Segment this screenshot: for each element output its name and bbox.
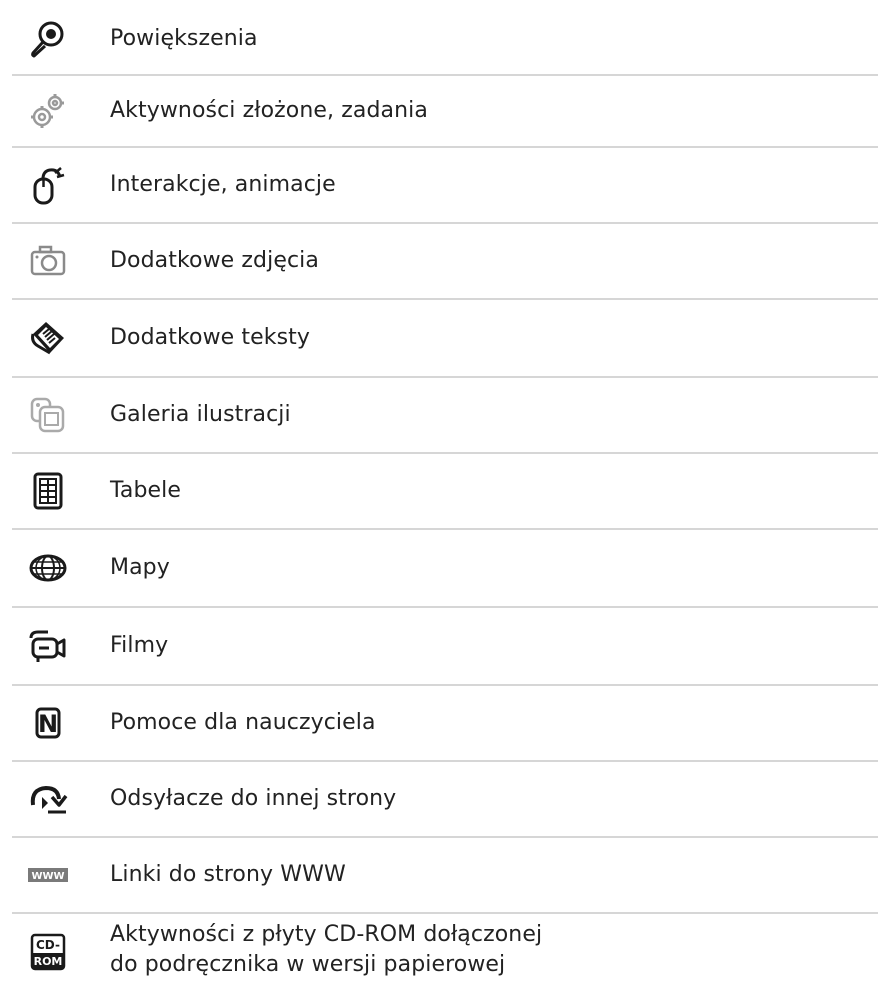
legend-row-zoom xyxy=(12,4,878,76)
legend-row-crossref xyxy=(12,762,878,838)
legend-label-cdrom-line2: do podręcznika w wersji papierowej xyxy=(110,952,506,977)
camera-icon xyxy=(12,239,92,283)
legend-label-tables: Tabele xyxy=(110,478,182,503)
legend-row-cdrom xyxy=(12,920,878,999)
legend-row-photos xyxy=(12,224,878,300)
legend-row-activities xyxy=(12,76,878,148)
video-camera-icon xyxy=(12,624,92,668)
legend-label-maps: Mapy xyxy=(110,555,170,580)
legend-label-activities: Aktywności złożone, zadania xyxy=(110,98,428,123)
legend-row-www xyxy=(12,838,878,914)
legend-row-maps xyxy=(12,530,878,608)
table-icon xyxy=(12,469,92,513)
legend-label-cdrom-line1: Aktywności z płyty CD-ROM dołączonej xyxy=(110,922,543,947)
legend-row-tables xyxy=(12,454,878,530)
cd-rom-icon xyxy=(12,920,92,984)
legend-label-zoom: Powiększenia xyxy=(110,26,258,51)
legend-row-teacher xyxy=(12,686,878,762)
text-pages-icon xyxy=(12,316,92,360)
legend-row-films xyxy=(12,608,878,686)
teacher-n-icon xyxy=(12,701,92,745)
legend-label-texts: Dodatkowe teksty xyxy=(110,325,311,350)
magnifier-icon xyxy=(12,17,92,61)
legend-label-photos: Dodatkowe zdjęcia xyxy=(110,248,319,273)
legend-row-interactions xyxy=(12,148,878,224)
svg-text:CD-: CD- xyxy=(36,938,60,952)
svg-text:ROM: ROM xyxy=(33,955,63,968)
gallery-icon xyxy=(12,393,92,437)
globe-map-icon xyxy=(12,546,92,590)
svg-text:WWW: WWW xyxy=(31,871,65,882)
legend-row-texts xyxy=(12,300,878,378)
legend-label-crossref: Odsyłacze do innej strony xyxy=(110,786,397,811)
legend-label-cdrom xyxy=(110,920,542,980)
legend-label-gallery: Galeria ilustracji xyxy=(110,402,291,427)
legend-row-gallery xyxy=(12,378,878,454)
www-icon xyxy=(12,853,92,897)
legend-label-teacher: Pomoce dla nauczyciela xyxy=(110,710,376,735)
svg-text:N: N xyxy=(37,710,59,738)
gears-icon xyxy=(12,89,92,133)
page-link-arrow-icon xyxy=(12,777,92,821)
mouse-click-icon xyxy=(12,163,92,207)
legend-label-www: Linki do strony WWW xyxy=(110,862,346,887)
legend-label-films: Filmy xyxy=(110,633,169,658)
legend-label-interactions: Interakcje, animacje xyxy=(110,172,336,197)
